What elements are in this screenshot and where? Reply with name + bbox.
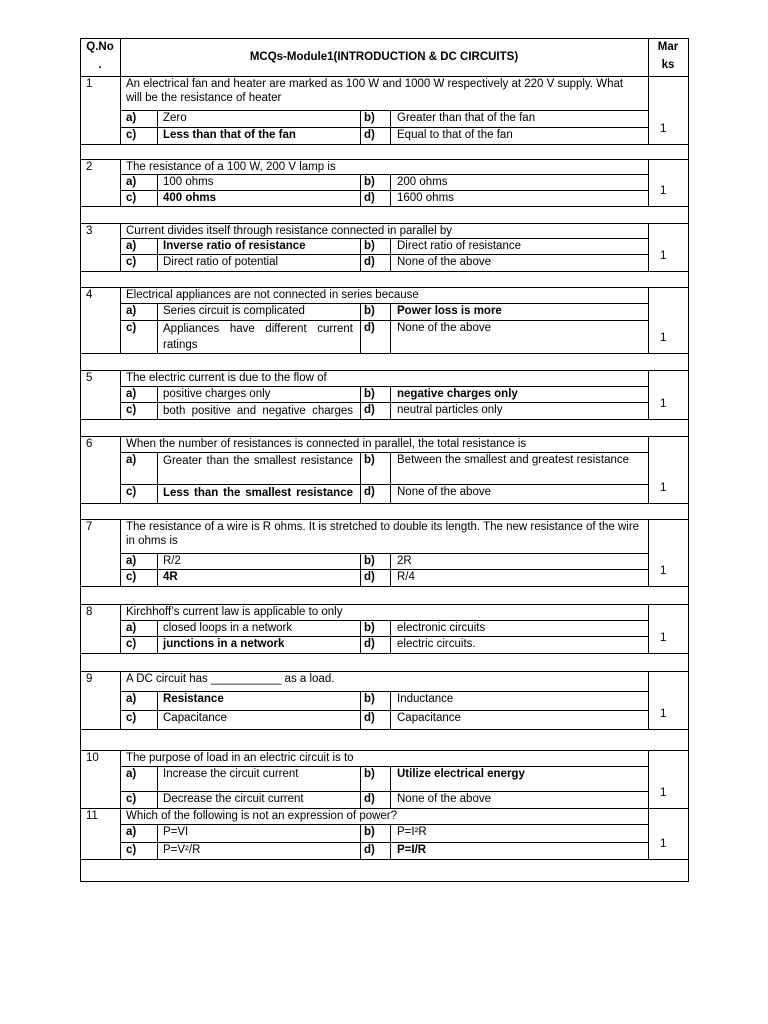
- option-key: a): [126, 112, 137, 124]
- option-key: a): [126, 622, 137, 634]
- option-key: c): [126, 322, 137, 334]
- table-rule: [80, 586, 688, 587]
- question-number: 2: [86, 161, 93, 173]
- option-text: Equal to that of the fan: [397, 129, 513, 141]
- option-key: d): [364, 129, 375, 141]
- option-key: d): [364, 638, 375, 650]
- option-text: junctions in a network: [163, 638, 285, 650]
- option-key: d): [364, 793, 375, 805]
- table-rule: [648, 76, 649, 144]
- option-text: Inverse ratio of resistance: [163, 240, 306, 252]
- option-text: Utilize electrical energy: [397, 768, 525, 780]
- question-text: Kirchhoff’s current law is applicable to only: [126, 606, 343, 618]
- option-text: Appliances have different current ratings: [163, 323, 353, 351]
- option-text: 1600 ohms: [397, 192, 454, 204]
- marks-value: 1: [660, 398, 667, 410]
- option-text: None of the above: [397, 256, 491, 268]
- option-text: Inductance: [397, 693, 454, 705]
- option-key: b): [364, 240, 375, 252]
- table-rule: [80, 38, 689, 39]
- marks-value: 1: [660, 185, 667, 197]
- option-text: P=V²/R: [163, 844, 201, 856]
- option-text: closed loops in a network: [163, 622, 293, 634]
- option-text: 100 ohms: [163, 176, 214, 188]
- option-text: Direct ratio of potential: [163, 256, 279, 268]
- table-rule: [80, 271, 688, 272]
- table-rule: [80, 729, 688, 730]
- table-rule: [120, 808, 121, 859]
- option-key: b): [364, 388, 375, 400]
- table-rule: [157, 303, 158, 353]
- question-number: 11: [86, 810, 98, 822]
- marks-header: Mar ks: [657, 41, 679, 71]
- option-text: negative charges only: [397, 388, 518, 400]
- question-number: 10: [86, 752, 99, 764]
- option-key: c): [126, 256, 137, 268]
- option-key: a): [126, 388, 137, 400]
- option-text: Direct ratio of resistance: [397, 240, 521, 252]
- option-text: P=VI: [163, 826, 189, 838]
- option-text: R/2: [163, 555, 181, 567]
- option-text: Greater than that of the fan: [397, 112, 536, 124]
- table-rule: [80, 859, 688, 860]
- option-key: b): [364, 693, 375, 705]
- option-key: a): [126, 555, 137, 567]
- option-key: a): [126, 693, 137, 705]
- option-text: Decrease the circuit current: [163, 793, 304, 805]
- option-text: Less than the smallest resistance: [163, 487, 353, 499]
- qno-header: Q.No .: [86, 41, 114, 71]
- table-rule: [360, 766, 361, 808]
- question-text: The purpose of load in an electric circuit is to: [126, 752, 354, 764]
- option-key: c): [126, 486, 137, 498]
- table-rule: [80, 38, 81, 881]
- marks-value: 1: [660, 123, 667, 135]
- option-text: 200 ohms: [397, 176, 448, 188]
- option-text: electric circuits.: [397, 638, 476, 650]
- option-key: a): [126, 240, 137, 252]
- option-text: 4R: [163, 571, 178, 583]
- option-key: d): [364, 712, 375, 724]
- option-key: b): [364, 454, 375, 466]
- option-key: d): [364, 844, 375, 856]
- table-rule: [688, 38, 689, 882]
- option-key: c): [126, 793, 137, 805]
- option-key: c): [126, 712, 137, 724]
- question-text: A DC circuit has ___________ as a load.: [126, 673, 335, 685]
- table-rule: [80, 206, 688, 207]
- option-key: a): [126, 454, 137, 466]
- option-text: electronic circuits: [397, 622, 486, 634]
- table-rule: [360, 452, 361, 503]
- option-text: R/4: [397, 571, 415, 583]
- table-rule: [648, 436, 649, 503]
- table-rule: [648, 287, 649, 353]
- table-rule: [120, 223, 121, 271]
- table-rule: [648, 370, 649, 419]
- table-rule: [157, 452, 158, 503]
- table-rule: [648, 519, 649, 586]
- option-key: b): [364, 768, 375, 780]
- table-rule: [120, 159, 121, 206]
- marks-value: 1: [660, 787, 667, 799]
- option-key: d): [364, 404, 375, 416]
- option-text: P=I/R: [397, 844, 427, 856]
- option-key: c): [126, 129, 137, 141]
- option-key: c): [126, 404, 137, 416]
- option-key: b): [364, 112, 375, 124]
- question-number: 8: [86, 606, 93, 618]
- table-rule: [80, 503, 688, 504]
- option-key: b): [364, 826, 375, 838]
- option-key: b): [364, 305, 375, 317]
- table-rule: [80, 353, 688, 354]
- option-key: d): [364, 192, 375, 204]
- question-text: The resistance of a 100 W, 200 V lamp is: [126, 161, 336, 173]
- option-key: d): [364, 322, 375, 334]
- marks-value: 1: [660, 565, 667, 577]
- option-key: d): [364, 571, 375, 583]
- table-rule: [120, 750, 121, 808]
- option-key: c): [126, 638, 137, 650]
- option-key: a): [126, 826, 137, 838]
- marks-value: 1: [660, 482, 667, 494]
- question-text: An electrical fan and heater are marked as 100 W and 1000 W respectively at 220 V supply. What will be the resistance of heater: [126, 78, 624, 104]
- question-text: Which of the following is not an expression of power?: [126, 810, 398, 822]
- option-text: Less than that of the fan: [163, 129, 296, 141]
- table-rule: [80, 419, 688, 420]
- question-number: 4: [86, 289, 93, 301]
- option-text: P=I²R: [397, 826, 427, 838]
- option-key: b): [364, 555, 375, 567]
- option-text: both positive and negative charges: [163, 405, 353, 417]
- option-text: Increase the circuit current: [163, 768, 299, 780]
- question-text: Electrical appliances are not connected in series because: [126, 289, 419, 301]
- option-key: a): [126, 305, 137, 317]
- question-number: 5: [86, 372, 93, 384]
- table-rule: [360, 303, 361, 353]
- option-key: d): [364, 256, 375, 268]
- marks-value: 1: [660, 332, 667, 344]
- table-rule: [648, 671, 649, 729]
- option-text: Between the smallest and greatest resistance: [397, 454, 630, 466]
- table-rule: [648, 159, 649, 206]
- option-key: d): [364, 486, 375, 498]
- table-rule: [648, 808, 649, 859]
- option-text: Zero: [163, 112, 187, 124]
- option-key: c): [126, 192, 137, 204]
- option-key: a): [126, 176, 137, 188]
- table-rule: [120, 436, 121, 503]
- option-key: c): [126, 844, 137, 856]
- option-text: 2R: [397, 555, 412, 567]
- question-text: When the number of resistances is connected in parallel, the total resistance is: [126, 438, 527, 450]
- question-number: 7: [86, 521, 93, 533]
- option-key: b): [364, 622, 375, 634]
- option-text: Capacitance: [397, 712, 461, 724]
- table-rule: [120, 370, 121, 419]
- question-text: Current divides itself through resistance connected in parallel by: [126, 225, 453, 237]
- table-rule: [80, 653, 688, 654]
- option-key: b): [364, 176, 375, 188]
- option-text: None of the above: [397, 486, 491, 498]
- question-text: The resistance of a wire is R ohms. It is stretched to double its length. The new resistance of the wire in ohms is: [126, 521, 640, 547]
- question-text: The electric current is due to the flow of: [126, 372, 327, 384]
- table-rule: [120, 671, 121, 729]
- option-text: Resistance: [163, 693, 224, 705]
- option-text: Greater than the smallest resistance: [163, 455, 353, 467]
- marks-value: 1: [660, 632, 667, 644]
- option-text: Capacitance: [163, 712, 227, 724]
- question-number: 1: [86, 78, 93, 90]
- option-text: positive charges only: [163, 388, 271, 400]
- question-number: 6: [86, 438, 93, 450]
- table-rule: [120, 604, 121, 653]
- question-number: 3: [86, 225, 93, 237]
- option-key: a): [126, 768, 137, 780]
- marks-value: 1: [660, 250, 667, 262]
- question-number: 9: [86, 673, 93, 685]
- table-rule: [157, 766, 158, 808]
- option-text: None of the above: [397, 322, 491, 334]
- table-rule: [80, 881, 688, 882]
- page-title: MCQs-Module1(INTRODUCTION & DC CIRCUITS): [249, 51, 519, 63]
- option-text: Power loss is more: [397, 305, 502, 317]
- option-text: neutral particles only: [397, 404, 503, 416]
- table-rule: [648, 223, 649, 271]
- table-rule: [648, 604, 649, 653]
- table-rule: [80, 144, 688, 145]
- marks-value: 1: [660, 838, 667, 850]
- table-rule: [648, 750, 649, 808]
- option-text: Series circuit is complicated: [163, 305, 305, 317]
- option-text: None of the above: [397, 793, 491, 805]
- option-text: 400 ohms: [163, 192, 217, 204]
- marks-value: 1: [660, 708, 667, 720]
- option-key: c): [126, 571, 137, 583]
